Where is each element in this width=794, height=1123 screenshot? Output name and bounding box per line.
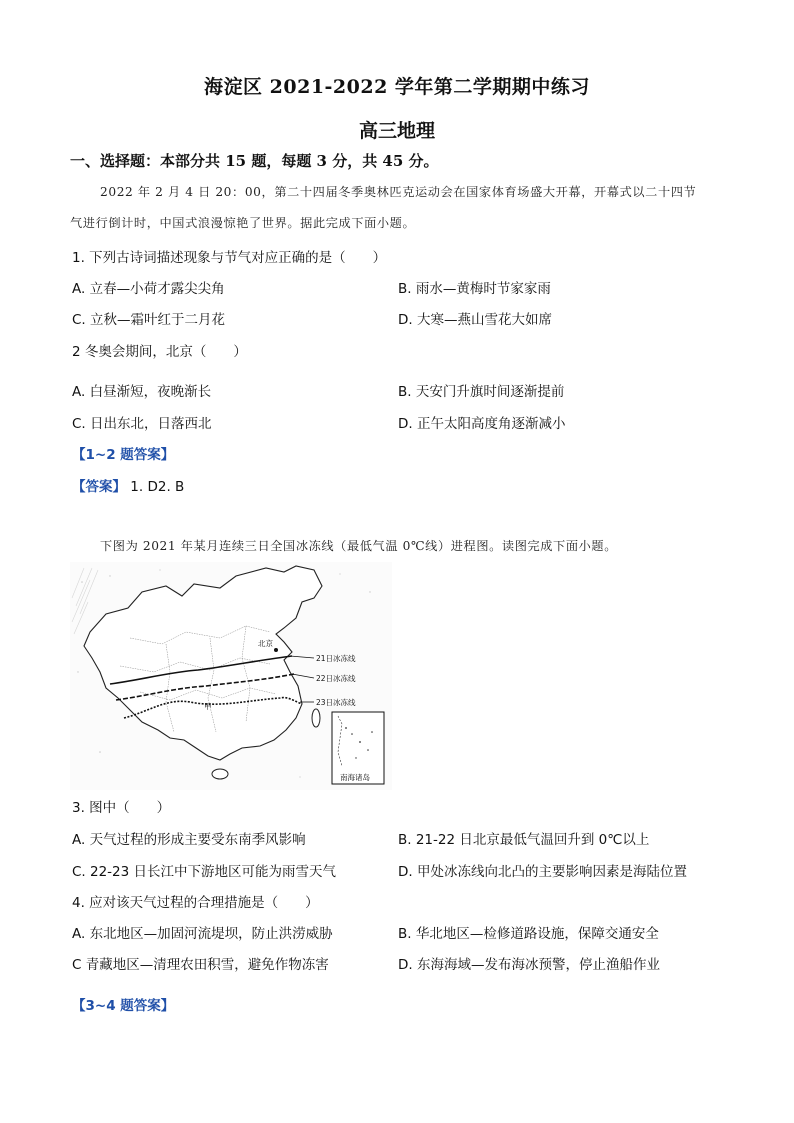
legend-21: 21日冰冻线 xyxy=(316,654,356,663)
question-4-option-a: A. 东北地区—加固河流堤坝，防止洪涝威胁 xyxy=(72,926,333,942)
question-2-option-c: C. 日出东北，日落西北 xyxy=(72,416,212,432)
question-2-stem: 2 冬奥会期间，北京（ ） xyxy=(72,344,247,360)
group2-intro: 下图为 2021 年某月连续三日全国冰冻线（最低气温 0℃线）进程图。读图完成下面小题。 xyxy=(100,539,617,553)
answer-heading-3-4: 【3~4 题答案】 xyxy=(72,998,175,1014)
question-3-option-a: A. 天气过程的形成主要受东南季风影响 xyxy=(72,832,306,848)
answer-line-1-2 xyxy=(72,475,184,495)
question-3-option-b: B. 21-22 日北京最低气温回升到 0℃以上 xyxy=(398,832,650,848)
answer-text: 1. D2. B xyxy=(130,479,185,495)
page-title: 海淀区 2021-2022 学年第二学期期中练习 xyxy=(204,76,590,98)
label-islands: 南海诸岛 xyxy=(340,773,370,782)
label-jia: 甲 xyxy=(204,702,212,711)
question-4-stem: 4. 应对该天气过程的合理措施是（ ） xyxy=(72,895,319,911)
answer-heading-1-2: 【1~2 题答案】 xyxy=(72,447,175,463)
question-1-option-b: B. 雨水—黄梅时节家家雨 xyxy=(398,281,551,297)
answer-label: 【答案】 xyxy=(72,479,126,495)
section-heading: 一、选择题：本部分共 15 题，每题 3 分，共 45 分。 xyxy=(70,152,439,170)
question-2-option-a: A. 白昼渐短，夜晚渐长 xyxy=(72,384,212,400)
group1-intro-line2: 气进行倒计时，中国式浪漫惊艳了世界。据此完成下面小题。 xyxy=(70,216,416,230)
question-3-option-d: D. 甲处冰冻线向北凸的主要影响因素是海陆位置 xyxy=(398,864,687,880)
question-3-stem: 3. 图中（ ） xyxy=(72,800,171,816)
question-4-option-d: D. 东海海域—发布海冰预警，停止渔船作业 xyxy=(398,957,660,973)
question-1-stem: 1. 下列古诗词描述现象与节气对应正确的是（ ） xyxy=(72,250,387,266)
beijing-marker xyxy=(274,648,278,652)
hainan-island xyxy=(212,769,228,779)
freeze-line-map xyxy=(70,562,392,790)
group1-intro-line1: 2022 年 2 月 4 日 20：00，第二十四届冬季奥林匹克运动会在国家体育场盛大开幕，开幕式以二十四节 xyxy=(100,185,697,199)
taiwan-island xyxy=(312,709,320,727)
question-4-option-b: B. 华北地区—检修道路设施，保障交通安全 xyxy=(398,926,659,942)
question-1-option-d: D. 大寒—燕山雪花大如席 xyxy=(398,312,552,328)
china-map-figure xyxy=(70,562,392,790)
question-2-option-b: B. 天安门升旗时间逐渐提前 xyxy=(398,384,565,400)
question-1-option-a: A. 立春—小荷才露尖尖角 xyxy=(72,281,225,297)
question-2-option-d: D. 正午太阳高度角逐渐减小 xyxy=(398,416,566,432)
label-beijing: 北京 xyxy=(258,639,273,648)
legend-22: 22日冰冻线 xyxy=(316,674,356,683)
question-3-option-c: C. 22-23 日长江中下游地区可能为雨雪天气 xyxy=(72,864,337,880)
question-4-option-c: C 青藏地区—清理农田积雪，避免作物冻害 xyxy=(72,957,329,973)
page-subtitle: 高三地理 xyxy=(358,120,435,142)
legend-23: 23日冰冻线 xyxy=(316,698,356,707)
question-1-option-c: C. 立秋—霜叶红于二月花 xyxy=(72,312,226,328)
